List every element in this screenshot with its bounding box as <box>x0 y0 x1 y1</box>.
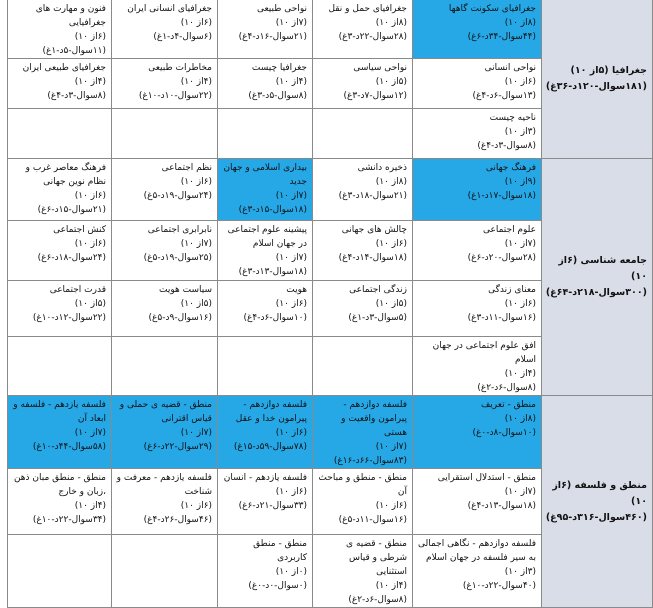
topic-rating: (۳از ۱۰) <box>504 127 536 137</box>
topic-cell <box>218 159 313 221</box>
topic-stats: (۱۸سوال-۱۳د-۳غ) <box>238 267 307 277</box>
topic-rating: (۶از ۱۰) <box>504 77 536 87</box>
topic-cell <box>218 281 313 337</box>
empty-cell <box>8 109 112 159</box>
topic-stats: (۳۴سوال-۲۲د-۱۰غ) <box>32 515 106 525</box>
category-name: منطق و فلسفه <box>574 479 647 491</box>
topic-stats: (۸سوال-۶د-۲غ) <box>348 595 407 605</box>
topic-cell <box>8 0 112 59</box>
topic-stats: (۲۵سوال-۱۹د-۵غ) <box>143 253 212 263</box>
topic-cell <box>112 221 218 281</box>
topic-rating: (۶از ۱۰) <box>74 239 106 249</box>
topic-title: افق علوم اجتماعی در جهان اسلام <box>432 341 536 365</box>
topic-cell <box>313 469 413 535</box>
topic-cell <box>8 281 112 337</box>
topic-title: فلسفه دوازدهم - نگاهی اجمالی به سیر فلسفه در جهان اسلام <box>417 539 536 563</box>
category-cell <box>542 159 653 396</box>
category-rating: (۶از ۱۰) <box>558 255 647 282</box>
topic-stats: (۸سوال-۶د-۲غ) <box>477 383 536 393</box>
topic-cell <box>313 221 413 281</box>
topic-stats: (۲۱سوال-۱۶د-۴غ) <box>238 32 307 42</box>
topic-cell <box>112 469 218 535</box>
topic-stats: (۱۸سوال-۱۴د-۴غ) <box>338 253 407 263</box>
topic-rating: (۵از ۱۰) <box>180 299 212 309</box>
topic-title: کنش اجتماعی <box>53 225 106 235</box>
category-name: جامعه شناسی <box>580 255 647 266</box>
topic-cell <box>413 337 542 396</box>
category-cell <box>542 0 653 159</box>
topic-title: منطق - منطق کاربردی <box>253 539 307 563</box>
topic-rating: (۵از ۱۰) <box>375 77 407 87</box>
topic-stats: (۲۸سوال-۲۰د-۶غ) <box>467 253 536 263</box>
topic-stats: (۴۶سوال-۲۶د-۴غ) <box>143 515 212 525</box>
topic-title: فلسفه یازدهم - معرفت و شناخت <box>116 473 212 497</box>
topic-cell <box>112 159 218 221</box>
topic-stats: (۴۴سوال-۳۴د-۶غ) <box>467 32 536 42</box>
topic-title: پیشینه علوم اجتماعی در جهان اسلام <box>227 225 307 249</box>
topic-rating: (۶از ۱۰) <box>275 487 307 497</box>
topic-stats: (۰سوال-۰د-۰غ) <box>248 581 307 591</box>
topic-rating: (۹از ۱۰) <box>504 177 536 187</box>
topic-rating: (۶از ۱۰) <box>375 239 407 249</box>
topic-cell <box>218 221 313 281</box>
category-stats: (۱۸۱سوال-۱۲۰د-۳۶غ) <box>545 81 647 92</box>
topic-cell <box>218 0 313 59</box>
topic-cell <box>413 281 542 337</box>
topic-cell <box>112 396 218 469</box>
topic-stats: (۱۱سوال-۵د-۱غ) <box>42 46 106 56</box>
topic-cell <box>413 159 542 221</box>
topic-title: نابرابری اجتماعی <box>147 225 212 235</box>
topic-cell <box>112 281 218 337</box>
topic-stats: (۵سوال-۳د-۱غ) <box>348 313 407 323</box>
topic-title: نواحی سیاسی <box>353 63 407 73</box>
topic-title: جغرافیای انسانی ایران <box>127 4 212 14</box>
topic-title: فرهنگ معاصر غرب و نظام نوین جهانی <box>25 163 106 187</box>
topic-cell <box>413 469 542 535</box>
topic-rating: (۴از ۱۰) <box>74 77 106 87</box>
topic-stats: (۷۸سوال-۵۹د-۱۵غ) <box>233 442 307 452</box>
topic-rating: (۸از ۱۰) <box>504 18 536 28</box>
topic-stats: (۲۱سوال-۱۵د-۶غ) <box>37 205 106 215</box>
topic-rating: (۷از ۱۰) <box>504 487 536 497</box>
topic-stats: (۸سوال-۳د-۴غ) <box>477 141 536 151</box>
category-rating: (۶از ۱۰) <box>552 479 647 507</box>
topic-cell <box>413 535 542 608</box>
topic-stats: (۳۳سوال-۲۱د-۶غ) <box>238 501 307 511</box>
topic-cell <box>218 396 313 469</box>
topic-stats: (۸سوال-۳د-۴غ) <box>47 91 106 101</box>
empty-cell <box>112 109 218 159</box>
topic-title: معنای زندگی <box>488 285 536 295</box>
topic-rating: (۶از ۱۰) <box>375 501 407 511</box>
empty-cell <box>218 109 313 159</box>
topic-rating: (۴از ۱۰) <box>180 77 212 87</box>
topic-cell <box>413 109 542 159</box>
topic-rating: (۶از ۱۰) <box>180 501 212 511</box>
topic-title: جغرافیای حمل و نقل <box>328 4 407 14</box>
topic-rating: (۴از ۱۰) <box>375 581 407 591</box>
topic-rating: (۶از ۱۰) <box>180 177 212 187</box>
topic-rating: (۶از ۱۰) <box>74 32 106 42</box>
topic-stats: (۲۲سوال-۱۲د-۱۰غ) <box>32 313 106 323</box>
topic-title: چالش های جهانی <box>341 225 407 235</box>
topic-stats: (۲۹سوال-۲۲د-۶غ) <box>143 442 212 452</box>
category-heading <box>545 63 647 79</box>
topic-rating: (۷از ۱۰) <box>180 428 212 438</box>
topic-title: مخاطرات طبیعی <box>148 63 212 73</box>
topic-rating: (۸از ۱۰) <box>375 177 407 187</box>
topic-stats: (۲۸سوال-۲۲د-۳غ) <box>338 32 407 42</box>
empty-cell <box>112 337 218 396</box>
topic-stats: (۸۳سوال-۶۶د-۱۶غ) <box>333 456 407 466</box>
category-name: جغرافیا <box>611 65 647 76</box>
topic-title: ذخیره دانشی <box>357 163 407 173</box>
topic-rating: (۵از ۱۰) <box>74 299 106 309</box>
empty-cell <box>218 337 313 396</box>
topic-stats: (۴۰سوال-۲۲د-۱۰غ) <box>462 581 536 591</box>
topic-title: منطق - تعریف <box>480 400 536 410</box>
topic-rating: (۴از ۱۰) <box>74 501 106 511</box>
topic-rating: (۶از ۱۰) <box>74 191 106 201</box>
topic-title: نواحی طبیعی <box>256 4 307 14</box>
topic-stats: (۸سوال-۵د-۳غ) <box>248 91 307 101</box>
topic-title: منطق - قضیه ی حملی و قیاس اقترانی <box>119 400 212 424</box>
topic-cell <box>413 0 542 59</box>
topic-title: سیاست هویت <box>159 285 212 295</box>
empty-cell <box>8 535 112 608</box>
topic-title: منطق - استدلال استقرایی <box>437 473 536 483</box>
topic-stats: (۱۶سوال-۱۱د-۳غ) <box>467 313 536 323</box>
topic-cell <box>413 59 542 109</box>
topic-title: جغرافیای طبیعی ایران <box>22 63 106 73</box>
empty-cell <box>313 109 413 159</box>
topic-title: فلسفه یازدهم - انسان <box>223 473 307 483</box>
topic-rating: (۷از ۱۰) <box>504 239 536 249</box>
topic-cell <box>112 0 218 59</box>
topic-rating: (۷از ۱۰) <box>180 239 212 249</box>
topic-stats: (۱۰سوال-۸د-۰غ) <box>472 428 536 438</box>
topic-rating: (۶از ۱۰) <box>504 299 536 309</box>
topic-title: هویت <box>286 285 307 295</box>
topic-cell <box>218 59 313 109</box>
topic-cell <box>413 221 542 281</box>
topic-stats: (۱۰سوال-۶د-۴غ) <box>243 313 307 323</box>
topic-title: جغرافیای سکونت گاهها <box>448 4 536 14</box>
topic-cell <box>112 59 218 109</box>
topic-title: فرهنگ جهانی <box>485 163 536 173</box>
topic-rating: (۶از ۱۰) <box>180 18 212 28</box>
topic-title: بیداری اسلامی و جهان جدید <box>223 163 307 187</box>
topic-cell <box>313 396 413 469</box>
topic-rating: (۷از ۱۰) <box>275 18 307 28</box>
topic-stats: (۲۲سوال-۱۰د-۱۰غ) <box>138 91 212 101</box>
topic-title: زندگی اجتماعی <box>349 285 407 295</box>
topic-rating: (۸از ۱۰) <box>375 18 407 28</box>
category-stats: (۳۰۰سوال-۲۱۸د-۶۴غ) <box>545 287 647 298</box>
topic-rating: (۷از ۱۰) <box>275 253 307 263</box>
topic-cell <box>313 281 413 337</box>
category-heading <box>545 478 647 510</box>
empty-cell <box>112 535 218 608</box>
topic-rating: (۴از ۱۰) <box>275 77 307 87</box>
topic-title: فلسفه دوازدهم - پیرامون واقعیت و هستی <box>341 400 407 438</box>
topic-rating: (۸از ۱۰) <box>504 414 536 424</box>
topic-rating: (۵از ۱۰) <box>375 299 407 309</box>
topic-stats: (۱۶سوال-۱۱د-۵غ) <box>338 515 407 525</box>
topic-cell <box>313 0 413 59</box>
topic-rating: (۷از ۱۰) <box>375 442 407 452</box>
topic-rating: (۰از ۱۰) <box>275 567 307 577</box>
topic-stats: (۲۱سوال-۱۸د-۳غ) <box>338 191 407 201</box>
topic-title: فلسفه دوازدهم - پیرامون خدا و عقل <box>235 400 307 424</box>
topic-title: نظم اجتماعی <box>161 163 212 173</box>
empty-cell <box>8 337 112 396</box>
topic-title: ناحیه چیست <box>489 113 536 123</box>
topic-rating: (۶از ۱۰) <box>275 299 307 309</box>
topic-stats: (۱۸سوال-۱۳د-۴غ) <box>467 501 536 511</box>
table-row <box>8 0 653 59</box>
topic-stats: (۱۲سوال-۷د-۳غ) <box>343 91 407 101</box>
topic-title: فنون و مهارت های جغرافیایی <box>35 4 106 28</box>
topic-rating: (۳از ۱۰) <box>504 567 536 577</box>
topic-title: منطق - منطق مبان ذهن ،زبان و خارج <box>13 473 106 497</box>
topic-title: جغرافیا چیست <box>251 63 307 73</box>
table-body <box>8 0 653 608</box>
topic-title: منطق - منطق و مباحث آن <box>318 473 407 497</box>
topic-cell <box>313 159 413 221</box>
topic-stats: (۲۴سوال-۱۹د-۵غ) <box>143 191 212 201</box>
topic-title: فلسفه یازدهم - فلسفه و ابعاد آن <box>13 400 106 424</box>
topic-stats: (۶سوال-۴د-۱غ) <box>153 32 212 42</box>
topic-cell <box>8 159 112 221</box>
topic-cell <box>8 469 112 535</box>
topic-cell <box>413 396 542 469</box>
category-stats: (۴۶۰سوال-۳۱۶د-۹۵غ) <box>545 511 647 523</box>
topic-stats: (۵۸سوال-۴۴د-۱۰غ) <box>32 442 106 452</box>
topic-rating: (۴از ۱۰) <box>504 369 536 379</box>
topic-cell <box>8 221 112 281</box>
topic-title: منطق - قضیه ی شرطی و قیاس استثنایی <box>346 539 407 577</box>
category-rating: (۵از ۱۰) <box>570 65 609 76</box>
table-row <box>8 159 653 221</box>
empty-cell <box>313 337 413 396</box>
topic-stats: (۱۸سوال-۱۵د-۳غ) <box>238 205 307 215</box>
topic-title: علوم اجتماعی <box>482 225 536 235</box>
topic-title: نواحی انسانی <box>484 63 536 73</box>
category-cell <box>542 396 653 608</box>
topic-cell <box>218 469 313 535</box>
topic-stats: (۲۴سوال-۱۸د-۶غ) <box>37 253 106 263</box>
topic-stats: (۱۶سوال-۹د-۵غ) <box>148 313 212 323</box>
topic-rating: (۷از ۱۰) <box>74 428 106 438</box>
topic-cell <box>8 59 112 109</box>
topic-stats: (۱۸سوال-۱۷د-۱غ) <box>467 191 536 201</box>
syllabus-table <box>7 0 653 608</box>
topic-cell <box>313 59 413 109</box>
table-row <box>8 396 653 469</box>
topic-cell <box>8 396 112 469</box>
category-heading <box>545 253 647 285</box>
topic-stats: (۱۳سوال-۶د-۴غ) <box>472 91 536 101</box>
topic-rating: (۷از ۱۰) <box>275 191 307 201</box>
topic-cell <box>218 535 313 608</box>
topic-cell <box>313 535 413 608</box>
topic-title: قدرت اجتماعی <box>49 285 106 295</box>
topic-rating: (۶از ۱۰) <box>275 428 307 438</box>
